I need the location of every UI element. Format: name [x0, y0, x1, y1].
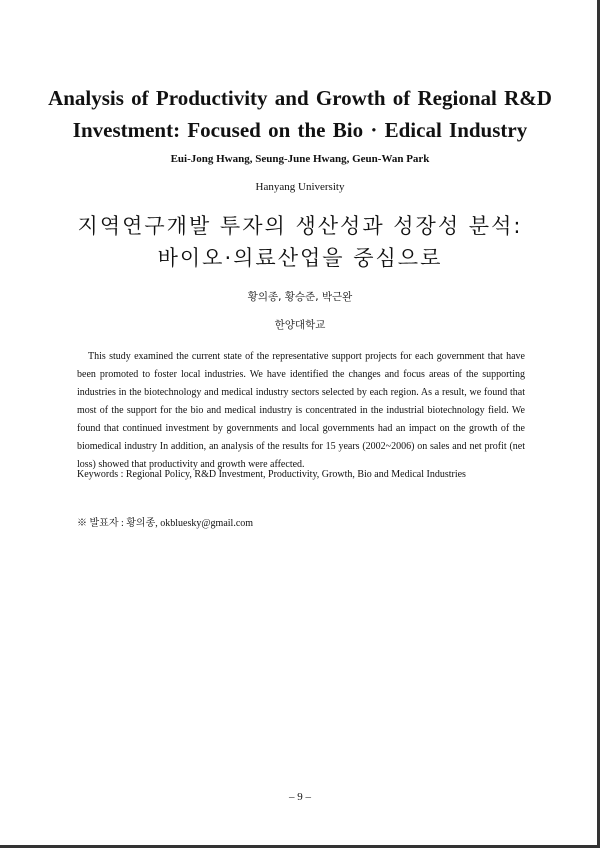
korean-title — [40, 210, 560, 274]
korean-affiliation: 한양대학교 — [274, 319, 326, 331]
abstract: This study examined the current state of the representative support projects for each government that have been promoted to foster local industries. We have identified the changes and focus areas of the supporting industries in the biotechnology and medical industry sectors selected by each region. As a result, we found that most of the support for the bio and medical industry is concentrated in the industrial biotechnology field. We found that continued investment by governments and local governments had an impact on the growth of the biomedical industry In addition, an analysis of the results for 15 years (2002~2006) on sales and net profit (net loss) showed that productivity and growth were affected. — [77, 351, 525, 470]
keywords-label: Keywords : — [77, 469, 126, 480]
korean-author-list: 황의종, 황승준, 박근완 — [247, 291, 353, 303]
korean-title-line-1: 지역연구개발 투자의 생산성과 성장성 분석: — [77, 214, 523, 238]
paper-title: Analysis of Productivity and Growth of Regional R&D Investment: Focused on the Bio · Edical Industry — [48, 86, 552, 142]
korean-title-line-2: 바이오·의료산업을 중심으로 — [157, 246, 443, 270]
affiliation: Hanyang University — [255, 181, 345, 193]
keywords — [77, 469, 537, 480]
page-number: – 9 – — [289, 791, 311, 803]
presenter-note: ※ 발표자 : 황의종, okbluesky@gmail.com — [77, 518, 254, 529]
author-list: Eui-Jong Hwang, Seung-June Hwang, Geun-Wan Park — [170, 153, 430, 165]
keywords-text: Regional Policy, R&D Investment, Productivity, Growth, Bio and Medical Industries — [125, 469, 466, 480]
